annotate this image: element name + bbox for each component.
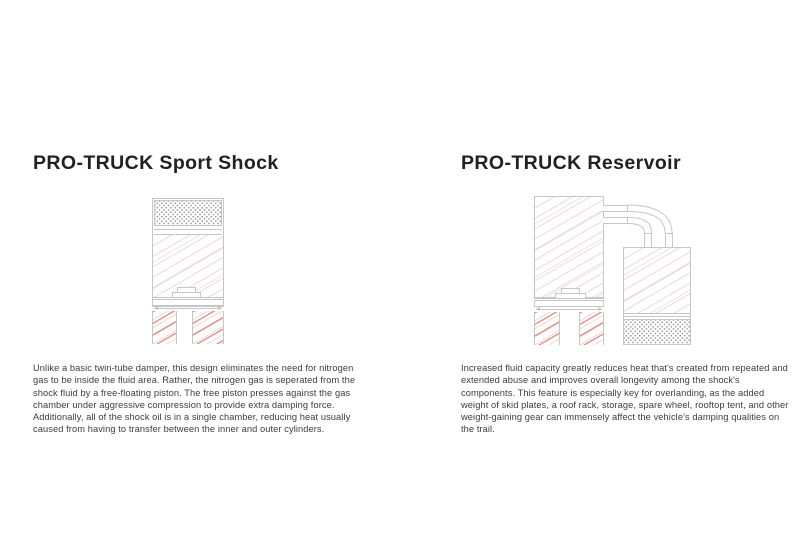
lower-body-left [152, 311, 176, 344]
reservoir-shock-diagram [525, 190, 695, 348]
gas-chamber [154, 200, 222, 226]
tube-port-upper [603, 205, 628, 212]
reservoir-gas-chamber [624, 320, 690, 344]
sport-shock-title: PRO-TRUCK Sport Shock [33, 152, 279, 174]
lower-body-right [193, 311, 224, 344]
sport-shock-description: Unlike a basic twin-tube damper, this design eliminates the need for nitrogen gas to be inside the fluid area. Rather, the nitrogen gas is seperated from the shock fluid by a free-floating piston. The free piston presses against the gas chamber under aggressive compression to provide extra damping force. Additionally, all of the shock oil is in a single chamber, reducing heat usually caused from having to transfer between the inner and outer cylinders. [33, 363, 356, 435]
piston-rod-base [172, 292, 201, 298]
shaft [176, 311, 193, 344]
width-dimension-arrow [154, 308, 222, 309]
reservoir-description: Increased fluid capacity greatly reduces heat that's created from repeated and extended abuse and improves overall longevity among the shock's components. This feature is especially key for overlanding, as the added weight of skid plates, a roof rack, storage, spare wheel, rooftop tent, and other weight-gaining gear can immensely affect the vehicle's damping qualities on the trail. [461, 363, 789, 435]
reservoir-floating-piston [624, 313, 690, 320]
reservoir-neck-right [665, 233, 673, 248]
reservoir-title: PRO-TRUCK Reservoir [461, 152, 681, 174]
reservoir-neck-left [644, 233, 652, 248]
sport-shock-diagram [150, 196, 228, 348]
reservoir-fluid-chamber [624, 248, 690, 313]
tube-port-lower [603, 217, 628, 224]
piston-band [152, 299, 224, 306]
